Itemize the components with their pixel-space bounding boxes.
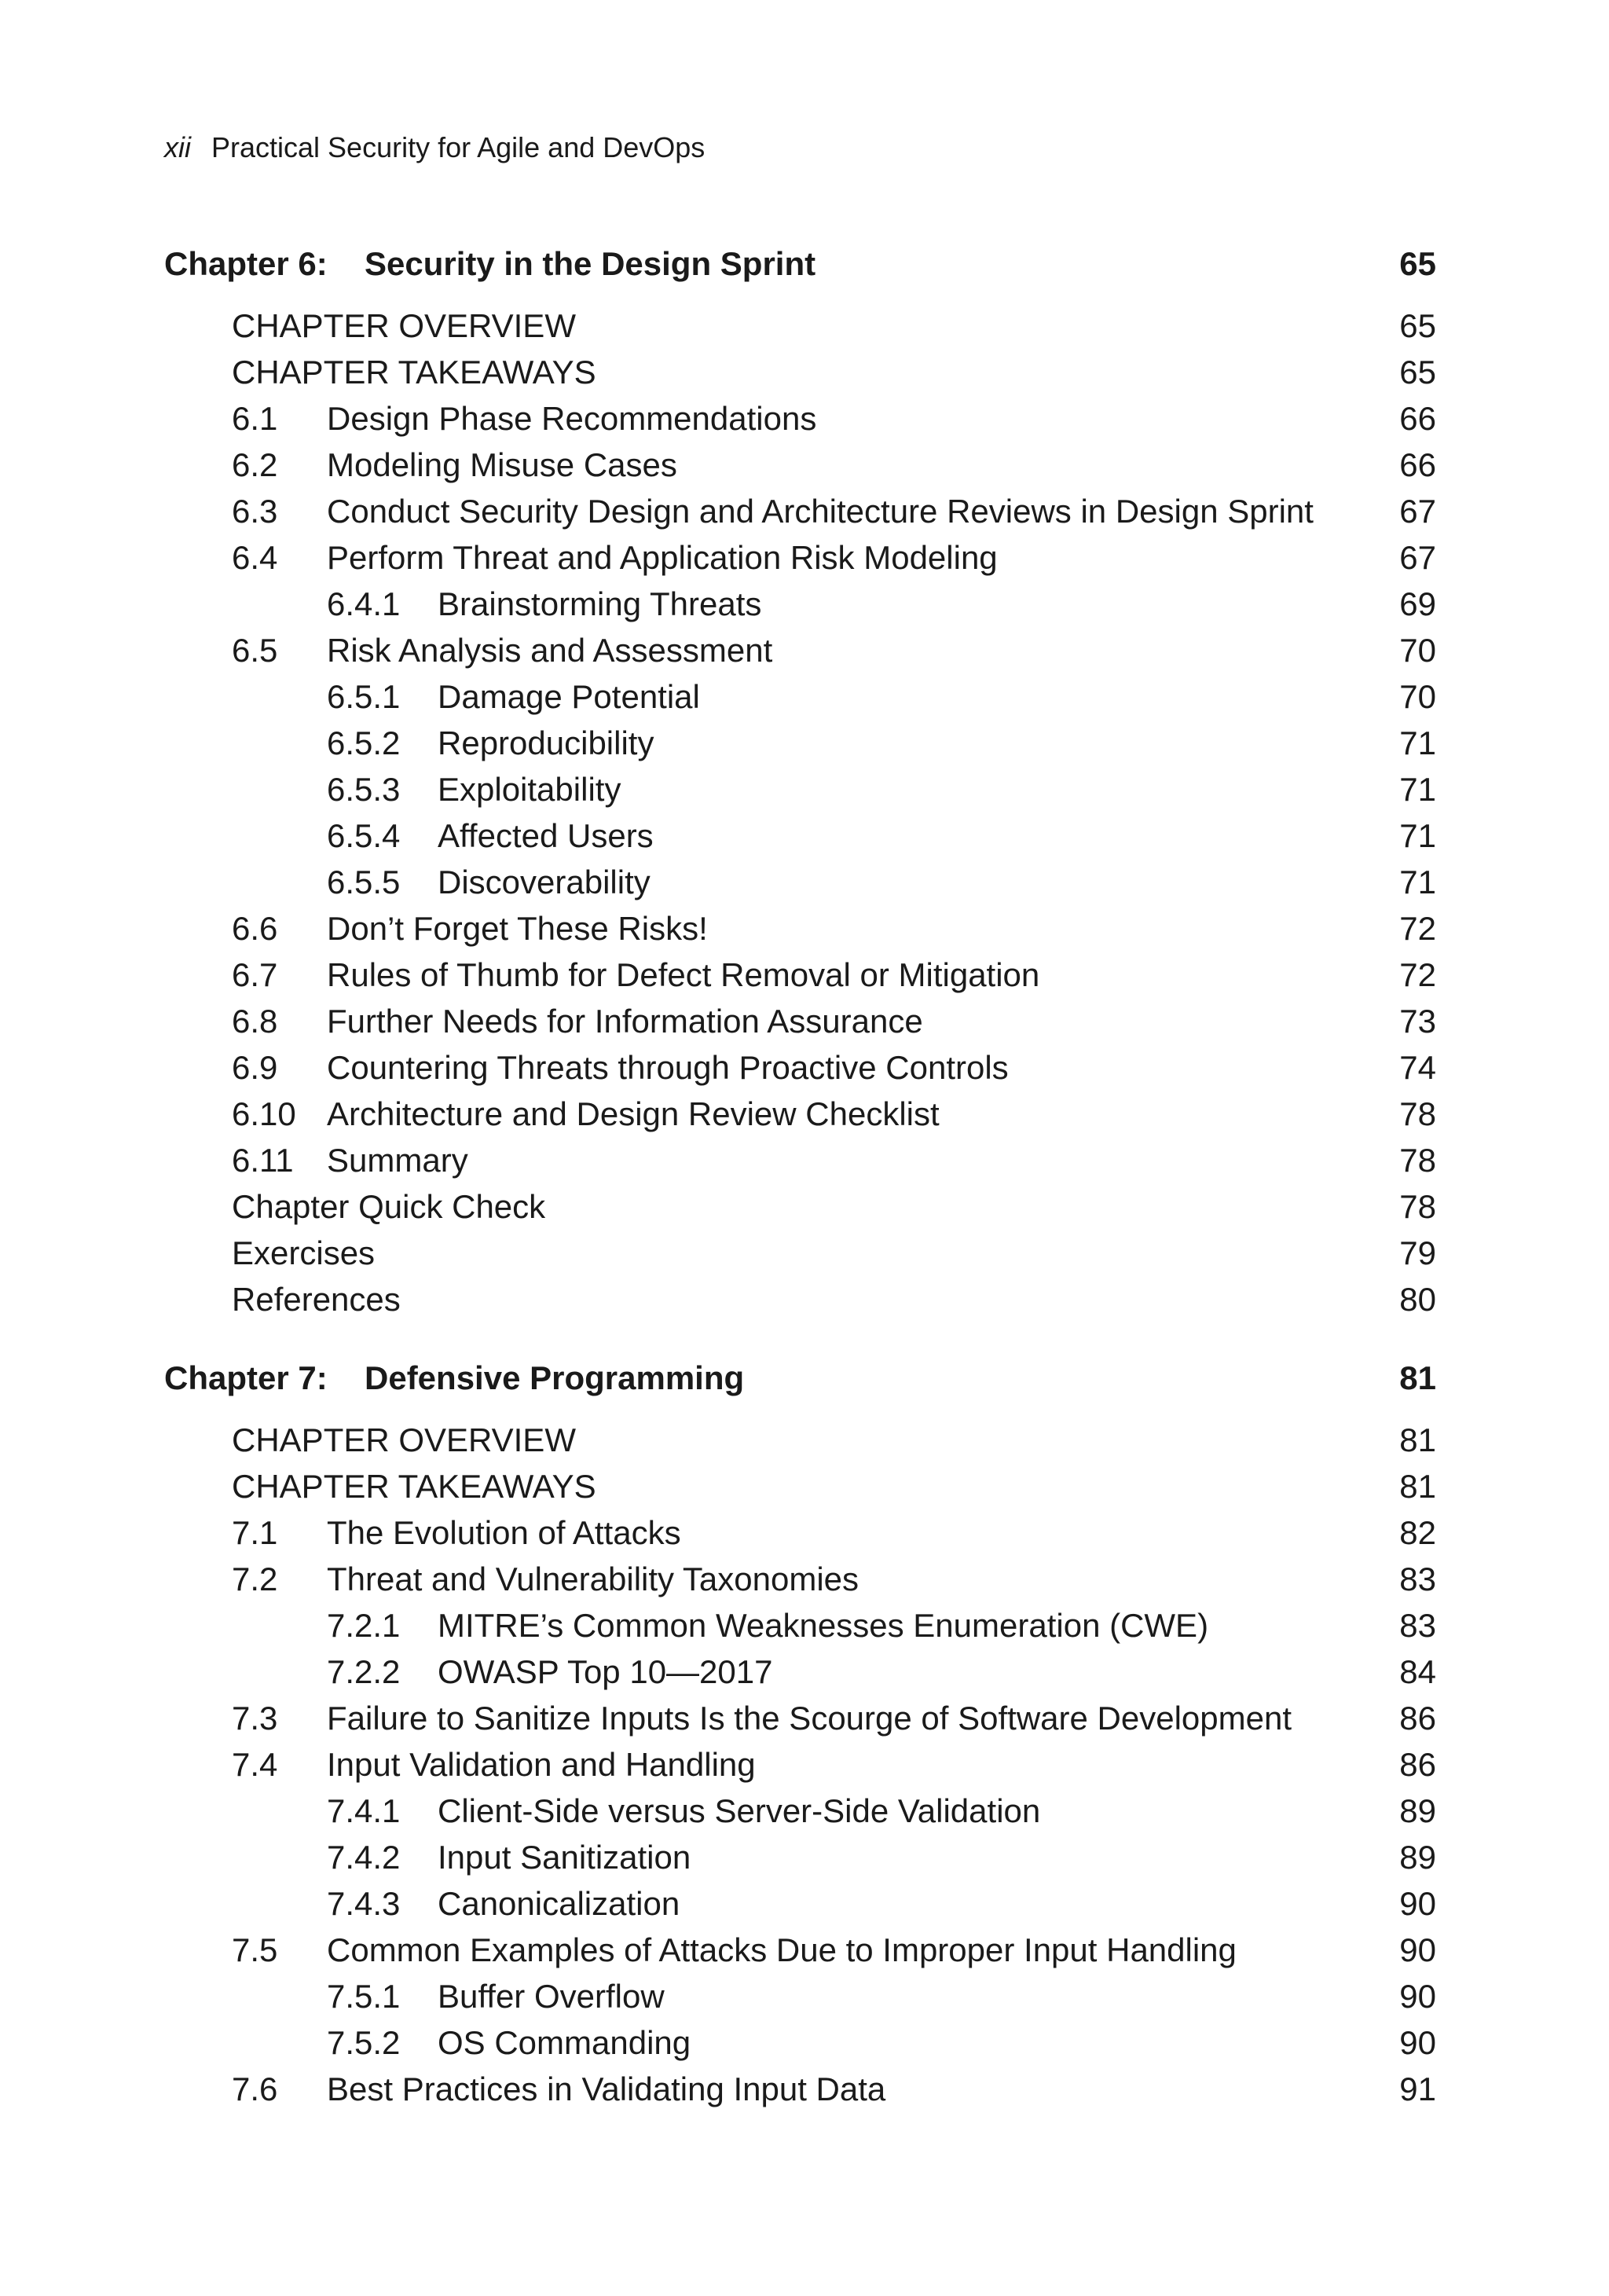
entry-number: 6.5.4: [327, 817, 401, 854]
entry-title: References: [232, 1281, 401, 1318]
entry-page: 70: [1399, 678, 1436, 715]
toc-entry[interactable]: [0, 581, 1609, 627]
entry-title: Chapter Quick Check: [232, 1188, 546, 1225]
entry-page: 72: [1399, 910, 1436, 947]
entry-page: 78: [1399, 1188, 1436, 1225]
entry-number: 6.5.3: [327, 771, 401, 808]
entry-title: Threat and Vulnerability Taxonomies: [327, 1561, 859, 1597]
entry-title: CHAPTER TAKEAWAYS: [232, 354, 596, 391]
chapter-label: Chapter 7:: [164, 1359, 328, 1396]
entry-number: 7.6: [232, 2070, 278, 2107]
entry-title: Canonicalization: [438, 1885, 680, 1922]
entry-title: Summary: [327, 1142, 468, 1179]
chapter-label: Chapter 6:: [164, 245, 328, 282]
toc-entry[interactable]: [0, 1091, 1609, 1137]
entry-title: Common Examples of Attacks Due to Improper Input Handling: [327, 1931, 1237, 1968]
entry-number: 7.5.1: [327, 1978, 401, 2015]
entry-number: 7.5: [232, 1931, 278, 1968]
entry-page: 79: [1399, 1234, 1436, 1271]
chapter-title: Defensive Programming: [365, 1359, 745, 1396]
entry-number: 6.6: [232, 910, 278, 947]
entry-number: 6.7: [232, 956, 278, 993]
entry-page: 83: [1399, 1561, 1436, 1597]
entry-number: 6.10: [232, 1095, 296, 1132]
toc-entry[interactable]: [0, 1649, 1609, 1695]
toc-entry[interactable]: [0, 1788, 1609, 1834]
entry-page: 67: [1399, 539, 1436, 576]
entry-title: Brainstorming Threats: [438, 585, 762, 622]
running-title: Practical Security for Agile and DevOps: [211, 131, 706, 163]
entry-number: 6.9: [232, 1049, 278, 1086]
entry-number: 6.2: [232, 446, 278, 483]
entry-page: 91: [1399, 2070, 1436, 2107]
chapter-page: 81: [1399, 1359, 1436, 1396]
toc-entry[interactable]: [0, 303, 1609, 349]
toc-entry[interactable]: [0, 488, 1609, 534]
toc-entry[interactable]: [0, 998, 1609, 1044]
entry-title: CHAPTER TAKEAWAYS: [232, 1468, 596, 1505]
toc-entry[interactable]: [0, 1509, 1609, 1556]
entry-page: 71: [1399, 771, 1436, 808]
toc-entry[interactable]: [0, 1556, 1609, 1602]
toc-entry[interactable]: [0, 720, 1609, 766]
toc-entry[interactable]: [0, 1973, 1609, 2019]
entry-page: 67: [1399, 493, 1436, 530]
toc-entry[interactable]: [0, 1695, 1609, 1741]
entry-page: 71: [1399, 817, 1436, 854]
toc-entry[interactable]: [0, 1880, 1609, 1927]
entry-page: 90: [1399, 1978, 1436, 2015]
entry-page: 80: [1399, 1281, 1436, 1318]
entry-page: 86: [1399, 1746, 1436, 1783]
toc-entry[interactable]: [0, 2066, 1609, 2112]
entry-title: Exercises: [232, 1234, 376, 1271]
entry-title: Input Sanitization: [438, 1839, 691, 1876]
entry-title: CHAPTER OVERVIEW: [232, 307, 576, 344]
entry-number: 6.3: [232, 493, 278, 530]
entry-number: 7.1: [232, 1514, 278, 1551]
toc-entry[interactable]: [0, 1276, 1609, 1322]
entry-page: 90: [1399, 1931, 1436, 1968]
entry-title: Buffer Overflow: [438, 1978, 665, 2015]
entry-number: 6.5: [232, 632, 278, 669]
toc-entry[interactable]: [0, 1741, 1609, 1788]
toc-entry[interactable]: [0, 1834, 1609, 1880]
entry-page: 82: [1399, 1514, 1436, 1551]
entry-page: 74: [1399, 1049, 1436, 1086]
entry-number: 6.4.1: [327, 585, 401, 622]
entry-title: MITRE’s Common Weaknesses Enumeration (CWE): [438, 1607, 1209, 1644]
entry-title: OWASP Top 10—2017: [438, 1653, 773, 1690]
entry-number: 6.11: [232, 1142, 294, 1179]
toc-entry[interactable]: [0, 442, 1609, 488]
entry-title: Conduct Security Design and Architecture Reviews in Design Sprint: [327, 493, 1314, 530]
entry-title: OS Commanding: [438, 2024, 691, 2061]
entry-title: CHAPTER OVERVIEW: [232, 1421, 576, 1458]
entry-page: 90: [1399, 1885, 1436, 1922]
entry-number: 6.5.2: [327, 724, 401, 761]
toc-entry[interactable]: [0, 1183, 1609, 1230]
entry-page: 78: [1399, 1095, 1436, 1132]
toc-entry[interactable]: [0, 1463, 1609, 1509]
entry-title: Reproducibility: [438, 724, 654, 761]
entry-number: 6.5.5: [327, 864, 401, 900]
toc-entry[interactable]: [0, 349, 1609, 395]
entry-number: 7.2.1: [327, 1607, 401, 1644]
entry-page: 65: [1399, 307, 1436, 344]
entry-page: 71: [1399, 864, 1436, 900]
entry-page: 69: [1399, 585, 1436, 622]
entry-number: 7.4.1: [327, 1792, 401, 1829]
entry-title: Design Phase Recommendations: [327, 400, 817, 437]
entry-title: Input Validation and Handling: [327, 1746, 756, 1783]
chapter-heading[interactable]: [0, 240, 1609, 287]
chapter-heading[interactable]: [0, 1355, 1609, 1401]
toc-entry[interactable]: [0, 812, 1609, 859]
entry-number: 7.3: [232, 1700, 278, 1737]
entry-page: 89: [1399, 1792, 1436, 1829]
entry-page: 81: [1399, 1468, 1436, 1505]
entry-number: 7.4.3: [327, 1885, 401, 1922]
entry-number: 6.8: [232, 1003, 278, 1040]
entry-title: Further Needs for Information Assurance: [327, 1003, 923, 1040]
entry-number: 6.4: [232, 539, 278, 576]
entry-number: 7.2: [232, 1561, 278, 1597]
toc-entry[interactable]: [0, 1927, 1609, 1973]
entry-title: Affected Users: [438, 817, 654, 854]
toc-entry[interactable]: [0, 905, 1609, 952]
toc-entry[interactable]: [0, 1602, 1609, 1649]
entry-title: Failure to Sanitize Inputs Is the Scourge of Software Development: [327, 1700, 1292, 1737]
toc-entry[interactable]: [0, 1044, 1609, 1091]
chapter-title: Security in the Design Sprint: [365, 245, 816, 282]
entry-page: 78: [1399, 1142, 1436, 1179]
page-folio: xii: [164, 131, 191, 163]
toc-entry[interactable]: [0, 952, 1609, 998]
entry-page: 66: [1399, 400, 1436, 437]
entry-number: 7.4: [232, 1746, 278, 1783]
entry-page: 83: [1399, 1607, 1436, 1644]
entry-title: Countering Threats through Proactive Controls: [327, 1049, 1009, 1086]
entry-page: 89: [1399, 1839, 1436, 1876]
entry-number: 7.5.2: [327, 2024, 401, 2061]
entry-title: Risk Analysis and Assessment: [327, 632, 773, 669]
entry-number: 7.2.2: [327, 1653, 401, 1690]
toc-entry[interactable]: [0, 1230, 1609, 1276]
entry-title: Don’t Forget These Risks!: [327, 910, 708, 947]
entry-page: 81: [1399, 1421, 1436, 1458]
running-header: [164, 130, 705, 165]
entry-title: Architecture and Design Review Checklist: [327, 1095, 940, 1132]
entry-number: 7.4.2: [327, 1839, 401, 1876]
entry-title: Discoverability: [438, 864, 651, 900]
toc-entry[interactable]: [0, 1137, 1609, 1183]
entry-title: The Evolution of Attacks: [327, 1514, 681, 1551]
toc-entry[interactable]: [0, 859, 1609, 905]
entry-title: Exploitability: [438, 771, 621, 808]
entry-page: 72: [1399, 956, 1436, 993]
entry-page: 86: [1399, 1700, 1436, 1737]
toc-entry[interactable]: [0, 766, 1609, 812]
entry-title: Modeling Misuse Cases: [327, 446, 677, 483]
entry-title: Damage Potential: [438, 678, 700, 715]
toc-entry[interactable]: [0, 2019, 1609, 2066]
toc-entry[interactable]: [0, 1417, 1609, 1463]
entry-title: Best Practices in Validating Input Data: [327, 2070, 886, 2107]
toc-entry[interactable]: [0, 673, 1609, 720]
entry-title: Rules of Thumb for Defect Removal or Mitigation: [327, 956, 1040, 993]
entry-page: 71: [1399, 724, 1436, 761]
entry-page: 70: [1399, 632, 1436, 669]
chapter-page: 65: [1399, 245, 1436, 282]
toc-entry[interactable]: [0, 534, 1609, 581]
entry-title: Client-Side versus Server-Side Validation: [438, 1792, 1041, 1829]
entry-title: Perform Threat and Application Risk Modeling: [327, 539, 998, 576]
entry-page: 73: [1399, 1003, 1436, 1040]
entry-page: 84: [1399, 1653, 1436, 1690]
toc-entry[interactable]: [0, 627, 1609, 673]
entry-page: 90: [1399, 2024, 1436, 2061]
entry-number: 6.5.1: [327, 678, 401, 715]
toc-entry[interactable]: [0, 395, 1609, 442]
entry-page: 65: [1399, 354, 1436, 391]
entry-number: 6.1: [232, 400, 278, 437]
entry-page: 66: [1399, 446, 1436, 483]
